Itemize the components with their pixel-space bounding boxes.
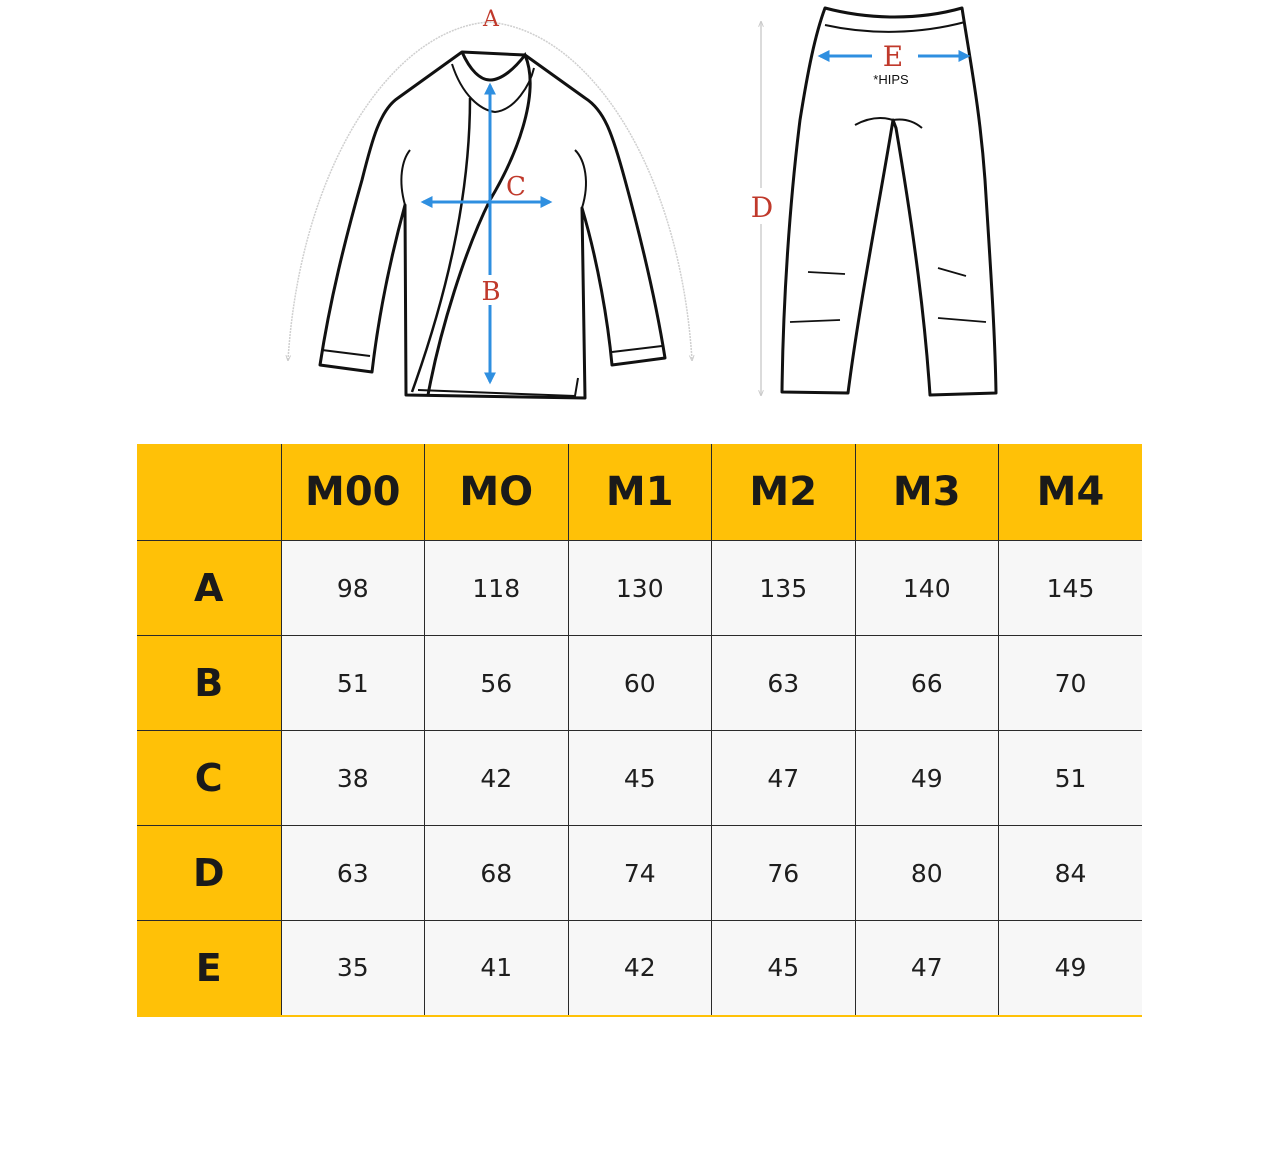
label-hips: *HIPS: [873, 72, 909, 87]
header-blank-cell: [137, 444, 281, 541]
table-cell: 63: [712, 636, 856, 731]
table-cell: 42: [425, 731, 569, 826]
table-cell: 80: [855, 826, 999, 921]
table-cell: 76: [712, 826, 856, 921]
label-c: C: [506, 172, 526, 202]
column-header: M1: [568, 444, 712, 541]
column-header: M00: [281, 444, 425, 541]
table-cell: 66: [855, 636, 999, 731]
column-header: M3: [855, 444, 999, 541]
table-cell: 84: [999, 826, 1143, 921]
size-chart-table: [137, 444, 1142, 1017]
row-label: D: [137, 826, 281, 921]
pants-drawing: [748, 8, 996, 395]
label-a: A: [483, 7, 499, 32]
row-label: E: [137, 921, 281, 1016]
column-header: M2: [712, 444, 856, 541]
table-row: [137, 921, 1142, 1016]
table-cell: 140: [855, 541, 999, 636]
table-row: [137, 826, 1142, 921]
table-cell: 42: [568, 921, 712, 1016]
table-row: [137, 731, 1142, 826]
table-cell: 49: [999, 921, 1143, 1016]
row-label: C: [137, 731, 281, 826]
row-label: A: [137, 541, 281, 636]
table-cell: 118: [425, 541, 569, 636]
column-header: MO: [425, 444, 569, 541]
jacket-drawing: [288, 7, 692, 398]
table-cell: 45: [568, 731, 712, 826]
table-cell: 130: [568, 541, 712, 636]
table-cell: 60: [568, 636, 712, 731]
table-cell: 63: [281, 826, 425, 921]
column-header: M4: [999, 444, 1143, 541]
gi-measurement-diagram: [0, 0, 1280, 420]
table-cell: 47: [712, 731, 856, 826]
table-cell: 41: [425, 921, 569, 1016]
table-cell: 35: [281, 921, 425, 1016]
table-row: [137, 541, 1142, 636]
table-cell: 135: [712, 541, 856, 636]
table-cell: 98: [281, 541, 425, 636]
table-row: [137, 636, 1142, 731]
header-row: [137, 444, 1142, 541]
table-cell: 51: [999, 731, 1143, 826]
table-cell: 49: [855, 731, 999, 826]
label-b: B: [481, 277, 501, 307]
label-e: E: [882, 40, 904, 73]
row-label: B: [137, 636, 281, 731]
table-cell: 145: [999, 541, 1143, 636]
table-cell: 45: [712, 921, 856, 1016]
table-cell: 68: [425, 826, 569, 921]
table-cell: 38: [281, 731, 425, 826]
table-cell: 70: [999, 636, 1143, 731]
table-cell: 47: [855, 921, 999, 1016]
table-cell: 51: [281, 636, 425, 731]
jacket-outline: [320, 52, 665, 398]
table-cell: 74: [568, 826, 712, 921]
table-cell: 56: [425, 636, 569, 731]
label-d: D: [750, 191, 774, 224]
